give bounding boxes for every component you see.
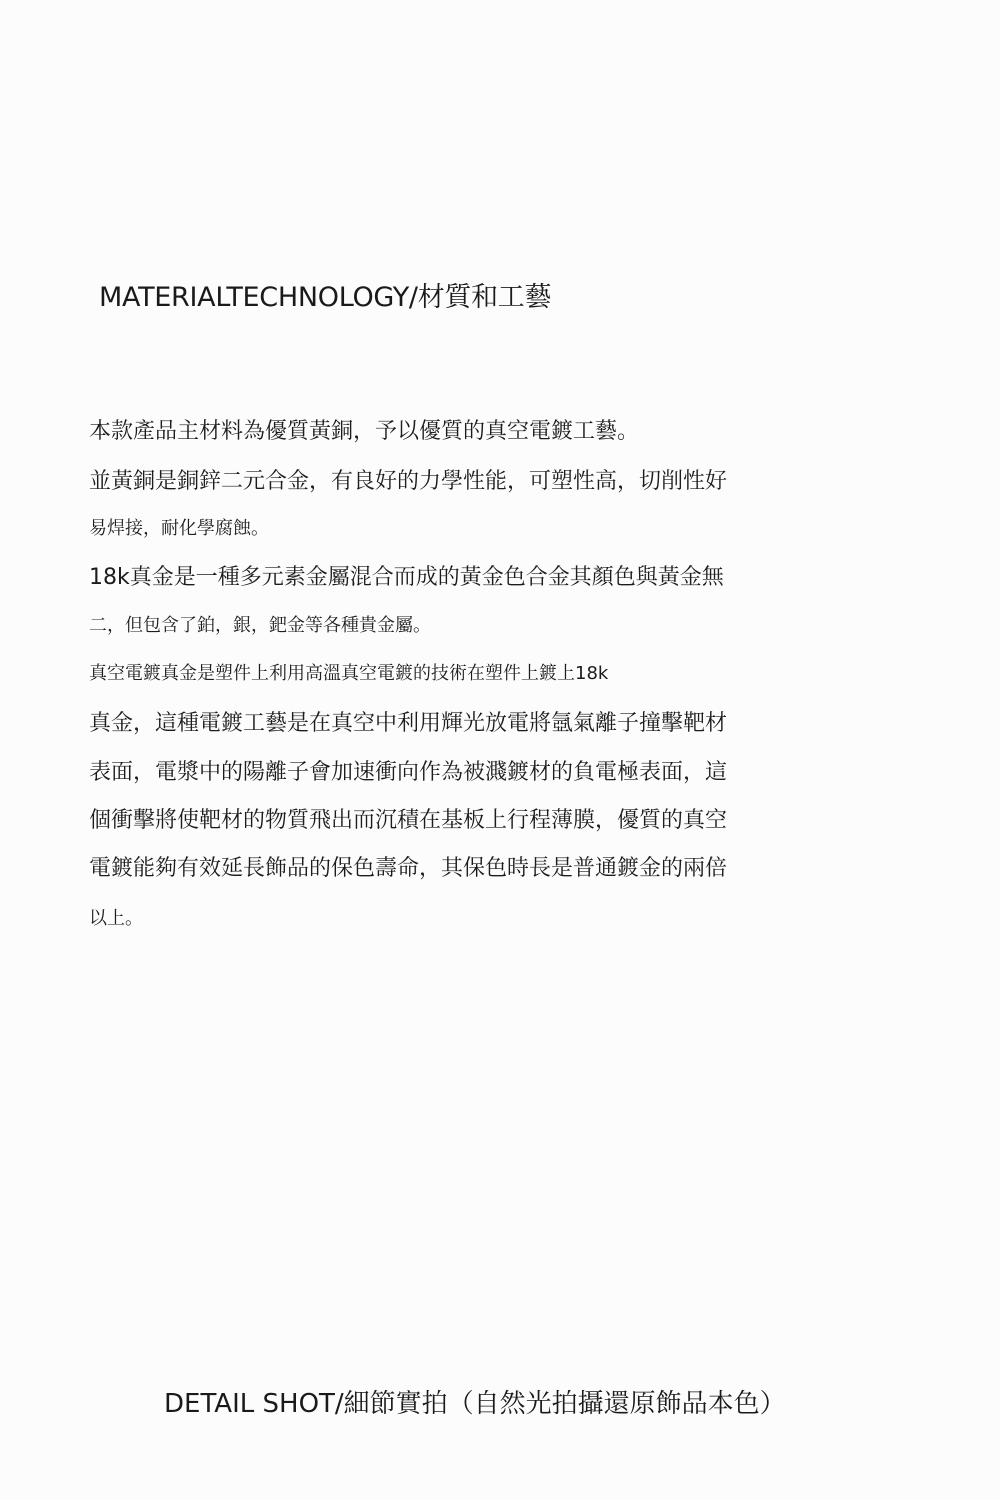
description-line: 表面，電漿中的陽離子會加速衝向作為被濺鍍材的負電極表面，這 [89,760,728,785]
description-line: 真空電鍍真金是塑件上利用高溫真空電鍍的技術在塑件上鍍上18k [89,663,609,684]
description-line: 並黃銅是銅鋅二元合金，有良好的力學性能，可塑性高，切削性好 [89,469,728,494]
detail-shot-heading: DETAIL SHOT/細節實拍（自然光拍攝還原飾品本色） [164,1389,786,1419]
description-line: 本款產品主材料為優質黃銅，予以優質的真空電鍍工藝。 [89,419,640,444]
description-line: 個衝擊將使靶材的物質飛出而沉積在基板上行程薄膜，優質的真空 [89,808,728,833]
description-line: 易焊接，耐化學腐蝕。 [89,518,269,539]
description-line: 18k真金是一種多元素金屬混合而成的黃金色合金其顏色與黃金無 [89,565,724,590]
material-technology-heading: MATERIALTECHNOLOGY/材質和工藝 [99,282,552,313]
description-line: 以上。 [89,908,143,929]
description-line: 二，但包含了鉑，銀，鈀金等各種貴金屬。 [89,615,431,636]
description-line: 電鍍能夠有效延長飾品的保色壽命，其保色時長是普通鍍金的兩倍 [89,856,728,881]
description-line: 真金，這種電鍍工藝是在真空中利用輝光放電將氬氣離子撞擊靶材 [89,711,728,736]
